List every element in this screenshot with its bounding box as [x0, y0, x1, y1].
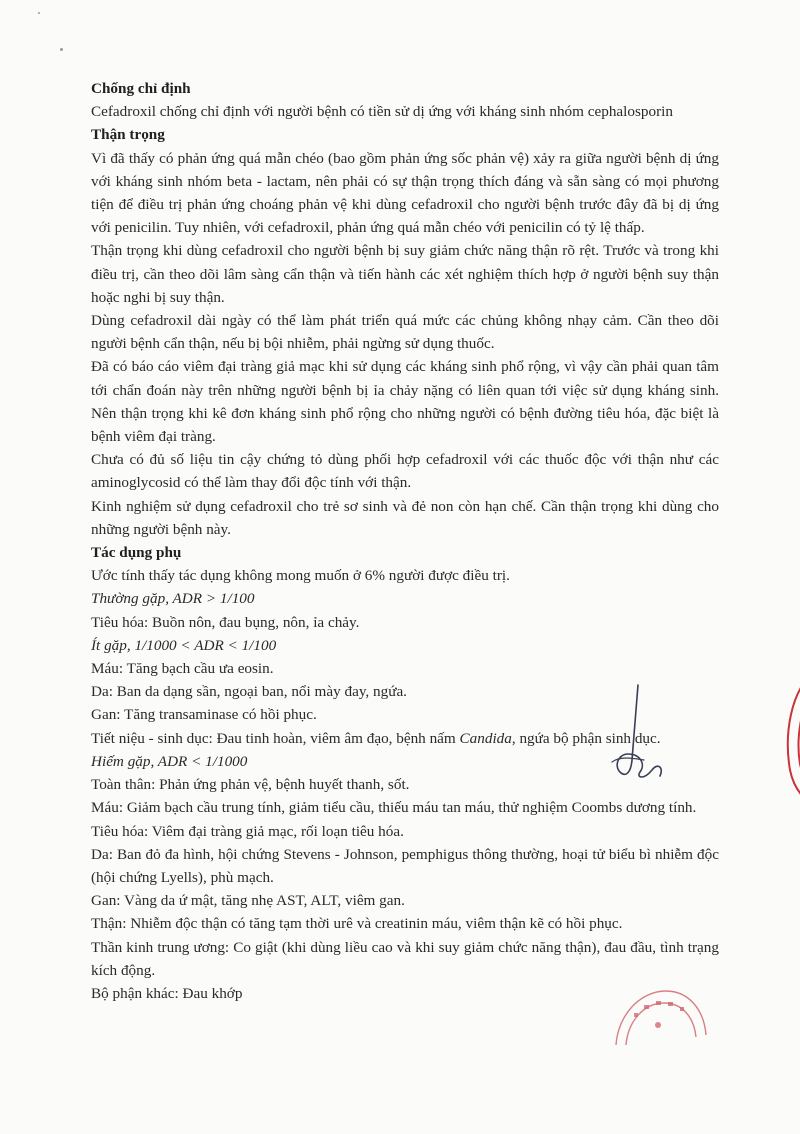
contraindications-text: Cefadroxil chống chỉ định với người bệnh có tiền sử dị ứng với kháng sinh nhóm cephalosporin	[91, 103, 673, 121]
handwritten-signature	[560, 680, 690, 790]
side-effect-item: Bộ phận khác: Đau khớp	[91, 984, 243, 1002]
side-effect-item: Da: Ban da dạng sần, ngoại ban, nổi mày đay, ngứa.	[91, 683, 407, 701]
side-effect-item: Gan: Tăng transaminase có hồi phục.	[91, 706, 317, 724]
side-effect-item: Máu: Tăng bạch cầu ưa eosin.	[91, 660, 274, 678]
red-stamp-fragment	[776, 660, 800, 810]
urogenital-candida: Candida	[459, 729, 512, 747]
frequency-label-rare: Hiếm gặp, ADR < 1/1000	[91, 752, 248, 770]
heading-precautions: Thận trọng	[91, 126, 165, 144]
precautions-paragraph: Chưa có đủ số liệu tin cậy chứng tỏ dùng phối hợp cefadroxil với các thuốc độc với thận như các aminoglycosid có thể làm thay đổi độc tính với thận.	[91, 451, 719, 492]
scan-speck	[38, 12, 40, 14]
side-effect-item: Tiêu hóa: Buồn nôn, đau bụng, nôn, ỉa chảy.	[91, 613, 360, 631]
precautions-paragraph: Đã có báo cáo viêm đại tràng giả mạc khi sử dụng các kháng sinh phổ rộng, vì vậy cần phải quan tâm tới chẩn đoán này trên những người bệnh bị ỉa chảy nặng có liên quan tới việc sử dụng kháng sinh. Nên thận trọng khi kê đơn kháng sinh phổ rộng cho những người có bệnh đường tiêu hóa, đặc biệt là bệnh viêm đại tràng.	[91, 358, 719, 446]
side-effect-item: Máu: Giảm bạch cầu trung tính, giảm tiểu cầu, thiếu máu tan máu, thử nghiệm Coombs dương tính.	[91, 799, 697, 817]
side-effect-item: Thần kinh trung ương: Co giật (khi dùng liều cao và khi suy giảm chức năng thận), đau đầu, tình trạng kích động.	[91, 938, 719, 979]
precautions-paragraph: Dùng cefadroxil dài ngày có thể làm phát triển quá mức các chủng không nhạy cảm. Cần theo dõi người bệnh cẩn thận, nếu bị bội nhiễm, phải ngừng sử dụng thuốc.	[91, 312, 719, 353]
document-body	[91, 77, 719, 1005]
urogenital-prefix: Tiết niệu - sinh dục: Đau tinh hoàn, viêm âm đạo, bệnh nấm	[91, 729, 460, 747]
precautions-paragraph: Thận trọng khi dùng cefadroxil cho người bệnh bị suy giảm chức năng thận rõ rệt. Trước và trong khi điều trị, cần theo dõi lâm sàng cẩn thận và tiến hành các xét nghiệm thích hợp ở người bệnh suy thận hoặc nghi bị suy thận.	[91, 242, 719, 306]
side-effects-intro: Ước tính thấy tác dụng không mong muốn ở 6% người được điều trị.	[91, 567, 510, 585]
heading-side-effects: Tác dụng phụ	[91, 544, 182, 562]
side-effect-item: Thận: Nhiễm độc thận có tăng tạm thời urê và creatinin máu, viêm thận kẽ có hồi phục.	[91, 915, 623, 933]
side-effect-item: Toàn thân: Phản ứng phản vệ, bệnh huyết thanh, sốt.	[91, 776, 410, 794]
precautions-paragraph: Kinh nghiệm sử dụng cefadroxil cho trẻ sơ sinh và đẻ non còn hạn chế. Cần thận trọng khi dùng cho những người bệnh này.	[91, 497, 719, 538]
precautions-paragraph: Vì đã thấy có phản ứng quá mẫn chéo (bao gồm phản ứng sốc phản vệ) xảy ra giữa người bệnh dị ứng với kháng sinh nhóm beta - lactam, nên phải có sự thận trọng thích đáng và sẵn sàng có mọi phương tiện để điều trị phản ứng choáng phản vệ khi dùng cefadroxil cho người bệnh trước đây đã bị dị ứng với penicilin. Tuy nhiên, với cefadroxil, phản ứng quá mẫn chéo với penicilin có tỷ lệ thấp.	[91, 149, 719, 237]
side-effect-item: Da: Ban đỏ đa hình, hội chứng Stevens - Johnson, pemphigus thông thường, hoại tử biểu bì nhiễm độc (hội chứng Lyells), phù mạch.	[91, 845, 719, 886]
frequency-label-common: Thường gặp, ADR > 1/100	[91, 590, 255, 608]
red-stamp-fragment	[610, 985, 710, 1051]
side-effect-item: Tiêu hóa: Viêm đại tràng giả mạc, rối loạn tiêu hóa.	[91, 822, 404, 840]
urogenital-suffix: , ngứa bộ phận sinh dục.	[511, 729, 661, 747]
heading-contraindications: Chống chỉ định	[91, 80, 191, 97]
scan-speck	[60, 48, 63, 51]
frequency-label-uncommon: Ít gặp, 1/1000 < ADR < 1/100	[91, 636, 277, 654]
side-effect-item: Gan: Vàng da ứ mật, tăng nhẹ AST, ALT, viêm gan.	[91, 892, 405, 910]
